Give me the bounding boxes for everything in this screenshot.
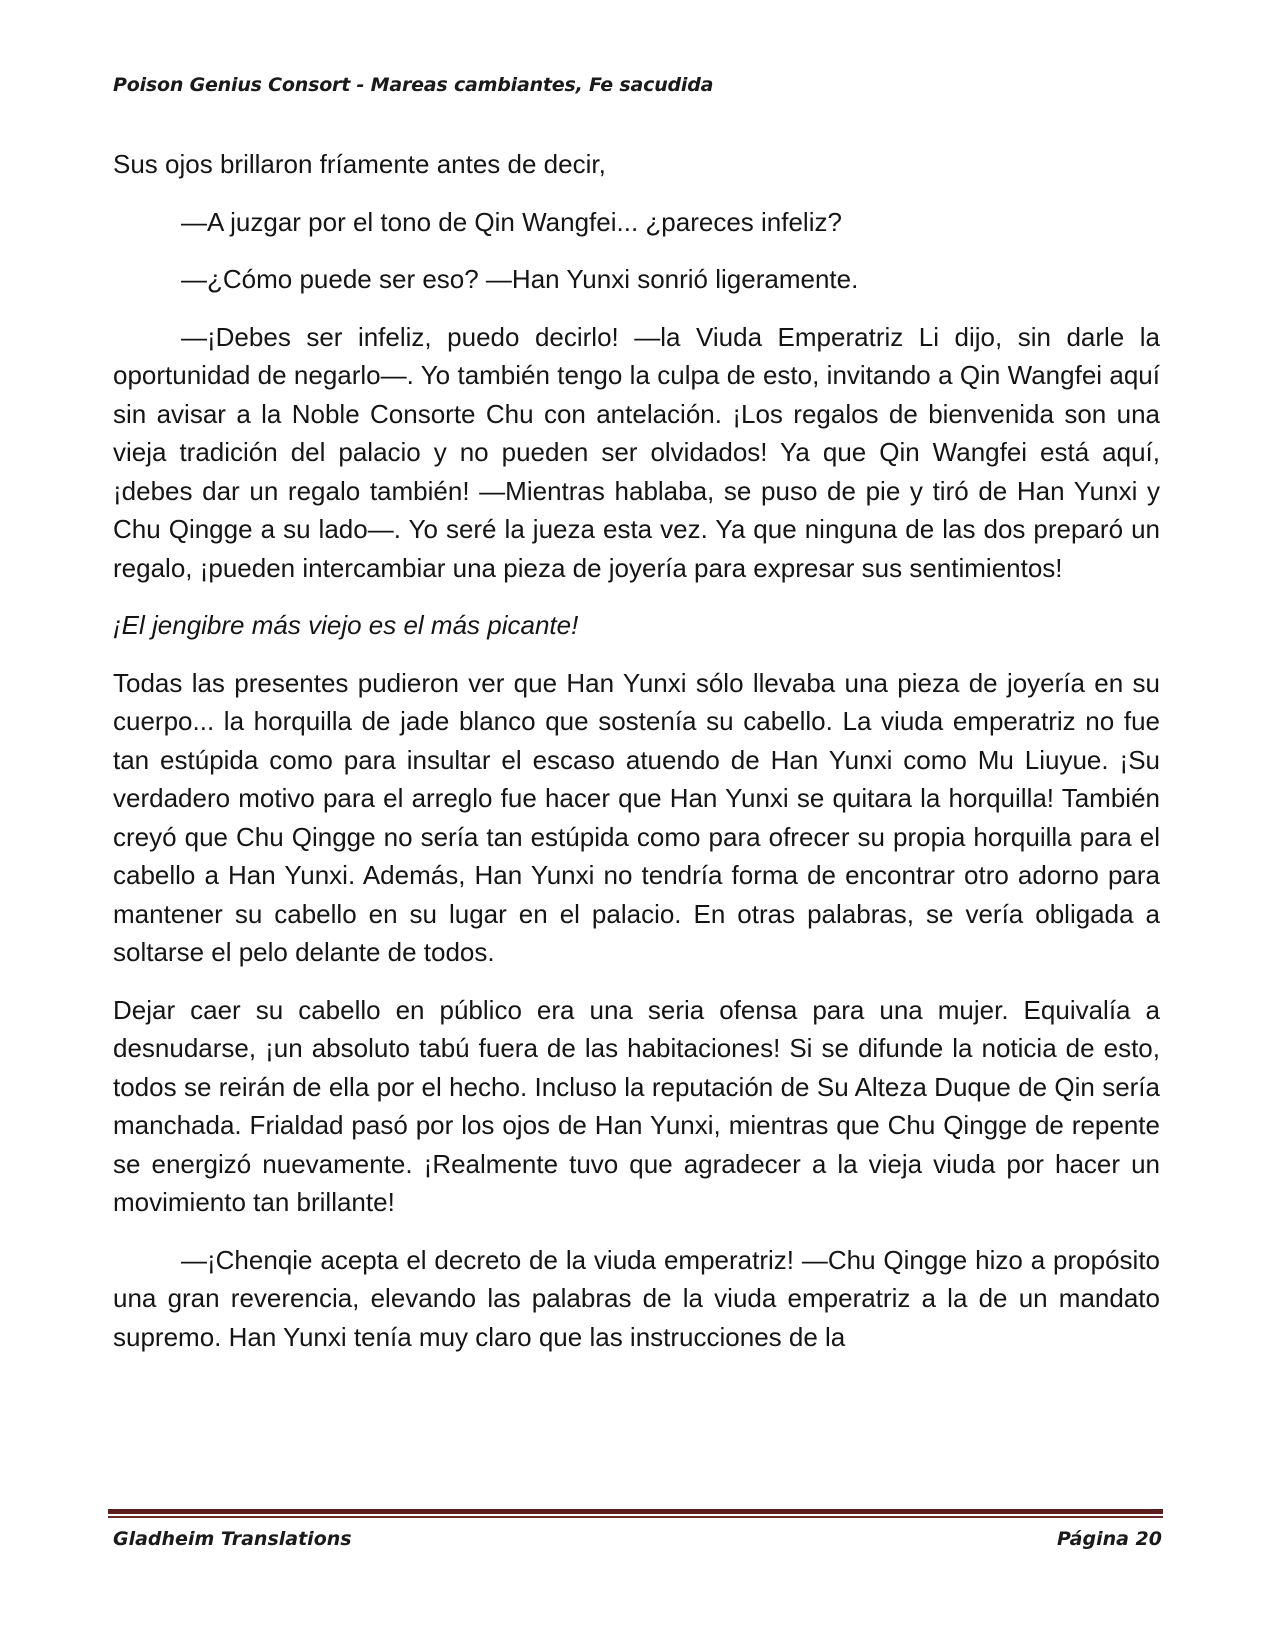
- paragraph-4: —¡Debes ser infeliz, puedo decirlo! —la Viuda Emperatriz Li dijo, sin darle la oportunidad de negarlo—. Yo también tengo la culpa de esto, invitando a Qin Wangfei aquí sin avisar a la Noble Consorte Chu con antelación. ¡Los regalos de bienvenida son una vieja tradición del palacio y no pueden ser olvidados! Ya que Qin Wangfei está aquí, ¡debes dar un regalo también! —Mientras hablaba, se puso de pie y tiró de Han Yunxi y Chu Qingge a su lado—. Yo seré la jueza esta vez. Ya que ninguna de las dos preparó un regalo, ¡pueden intercambiar una pieza de joyería para expresar sus sentimientos!: [113, 321, 1160, 583]
- paragraph-3: —¿Cómo puede ser eso? —Han Yunxi sonrió ligeramente.: [181, 264, 859, 294]
- footer-divider: [108, 1509, 1163, 1518]
- paragraph-7: Dejar caer su cabello en público era una seria ofensa para una mujer. Equivalía a desnudarse, ¡un absoluto tabú fuera de las habitaciones! Si se difunde la noticia de esto, todos se reirán de ella por el hecho. Incluso la reputación de Su Alteza Duque de Qin sería manchada. Frialdad pasó por los ojos de Han Yunxi, mientras que Chu Qingge de repente se energizó nuevamente. ¡Realmente tuvo que agradecer a la vieja viuda por hacer un movimiento tan brillante!: [113, 994, 1160, 1217]
- paragraph-2: —A juzgar por el tono de Qin Wangfei... ¿pareces infeliz?: [181, 206, 842, 237]
- footer-page-number: Página 20: [1056, 1528, 1162, 1550]
- paragraph-1: Sus ojos brillaron fríamente antes de decir,: [113, 149, 606, 179]
- paragraph-6: Todas las presentes pudieron ver que Han Yunxi sólo llevaba una pieza de joyería en su cuerpo... la horquilla de jade blanco que sostenía su cabello. La viuda emperatriz no fue tan estúpida como para insultar el escaso atuendo de Han Yunxi como Mu Liuyue. ¡Su verdadero motivo para el arreglo fue hacer que Han Yunxi se quitara la horquilla! También creyó que Chu Qingge no sería tan estúpida como para ofrecer su propia horquilla para el cabello a Han Yunxi. Además, Han Yunxi no tendría forma de encontrar otro adorno para mantener su cabello en su lugar en el palacio. En otras palabras, se vería obligada a soltarse el pelo delante de todos.: [113, 667, 1160, 967]
- footer-rule-thin: [108, 1516, 1163, 1518]
- paragraph-8: —¡Chenqie acepta el decreto de la viuda emperatriz! —Chu Qingge hizo a propósito una gran reverencia, elevando las palabras de la viuda emperatriz a la de un mandato supremo. Han Yunxi tenía muy claro que las instrucciones de la: [113, 1244, 1160, 1352]
- paragraph-5: ¡El jengibre más viejo es el más picante!: [113, 610, 579, 640]
- body-text: [113, 145, 1160, 1375]
- footer-publisher: Gladheim Translations: [113, 1528, 352, 1550]
- running-header: Poison Genius Consort - Mareas cambiantes, Fe sacudida: [113, 74, 714, 96]
